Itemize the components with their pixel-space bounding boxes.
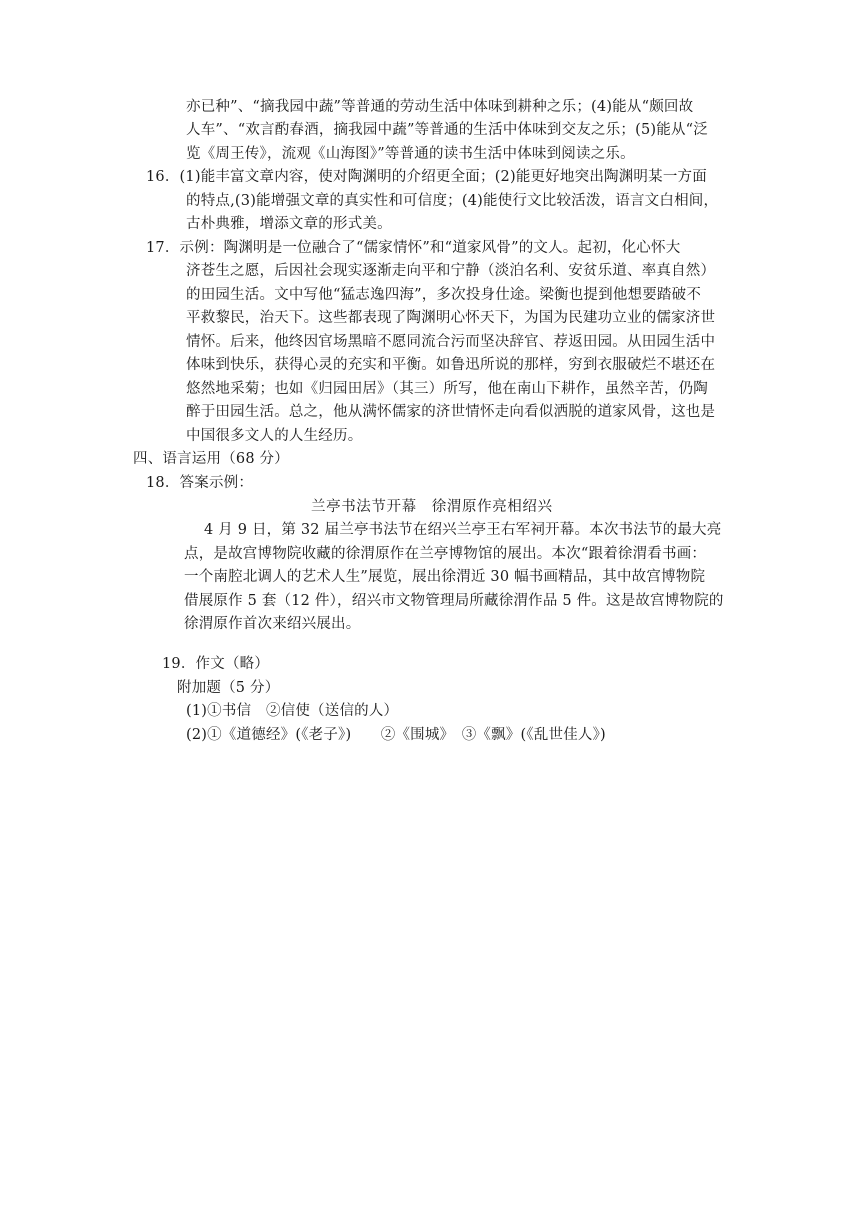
q17-line-8: 醉于田园生活。总之，他从满怀儒家的济世情怀走向看似洒脱的道家风骨，这也是 [186,404,716,420]
q17-line-5: 情怀。后来，他终因官场黑暗不愿同流合污而坚决辞官、荐返田园。从田园生活中 [186,334,716,350]
q16-line-3: 古朴典雅，增添文章的形式美。 [186,216,392,232]
extra-answer-1: (1)①书信 ②信使（送信的人） [186,703,399,719]
news-body-line-1: 4 月 9 日，第 32 届兰亭书法节在绍兴兰亭王右军祠开幕。本次书法节的最大亮 [204,522,722,538]
q17-line-4: 平救黎民，治天下。这些都表现了陶渊明心怀天下，为国为民建功立业的儒家济世 [186,310,716,326]
q16-line-2: 的特点,(3)能增强文章的真实性和可信度；(4)能使行文比较活泼，语言文白相间， [186,193,719,209]
extra-answer-2: (2)①《道德经》(《老子》) ②《围城》 ③《飘》(《乱世佳人》) [186,727,606,743]
q15-continuation-line-1: 亦已种”、“摘我园中蔬”等普通的劳动生活中体味到耕种之乐；(4)能从“颇回故 [186,99,694,115]
news-body-line-4: 借展原作 5 套（12 件），绍兴市文物管理局所藏徐渭作品 5 件。这是故宫博物院的 [184,593,724,609]
q15-continuation-line-2: 人车”、“欢言酌春酒，摘我园中蔬”等普通的生活中体味到交友之乐；(5)能从“泛 [186,122,708,138]
q17-line-7: 悠然地采菊；也如《归园田居》（其三）所写，他在南山下耕作，虽然辛苦，仍陶 [186,381,708,397]
q16-line-1: 16．(1)能丰富文章内容，使对陶渊明的介绍更全面；(2)能更好地突出陶渊明某一方面 [146,169,707,185]
q17-line-6: 体味到快乐，获得心灵的充实和平衡。如鲁迅所说的那样，穷到衣服破烂不堪还在 [186,357,716,373]
q19-composition: 19．作文（略） [162,656,270,672]
q17-line-9: 中国很多文人的人生经历。 [186,428,363,444]
q18-label: 18．答案示例： [146,475,254,491]
q17-line-1: 17．示例：陶渊明是一位融合了“儒家情怀”和“道家风骨”的文人。起初，化心怀大 [146,240,681,256]
news-body-line-5: 徐渭原作首次来绍兴展出。 [184,616,361,632]
q15-continuation-line-3: 览《周王传》，流观《山海图》”等普通的读书生活中体味到阅读之乐。 [186,146,635,162]
q17-line-3: 的田园生活。文中写他“猛志逸四海”，多次投身仕途。梁衡也提到他想要踏破不 [186,287,702,303]
news-body-line-3: 一个南腔北调人的艺术人生”展览，展出徐渭近 30 幅书画精品，其中故宫博物院 [184,569,706,585]
extra-question-heading: 附加题（5 分） [177,680,280,696]
q17-line-2: 济苍生之愿，后因社会现实逐渐走向平和宁静（淡泊名利、安贫乐道、率真自然） [186,263,716,279]
news-body-line-2: 点，是故宫博物院收藏的徐渭原作在兰亭博物馆的展出。本次“跟着徐渭看书画： [184,546,707,562]
news-title: 兰亭书法节开幕 徐渭原作亮相绍兴 [311,499,553,515]
section-heading-language-use: 四、语言运用（68 分） [133,451,289,467]
